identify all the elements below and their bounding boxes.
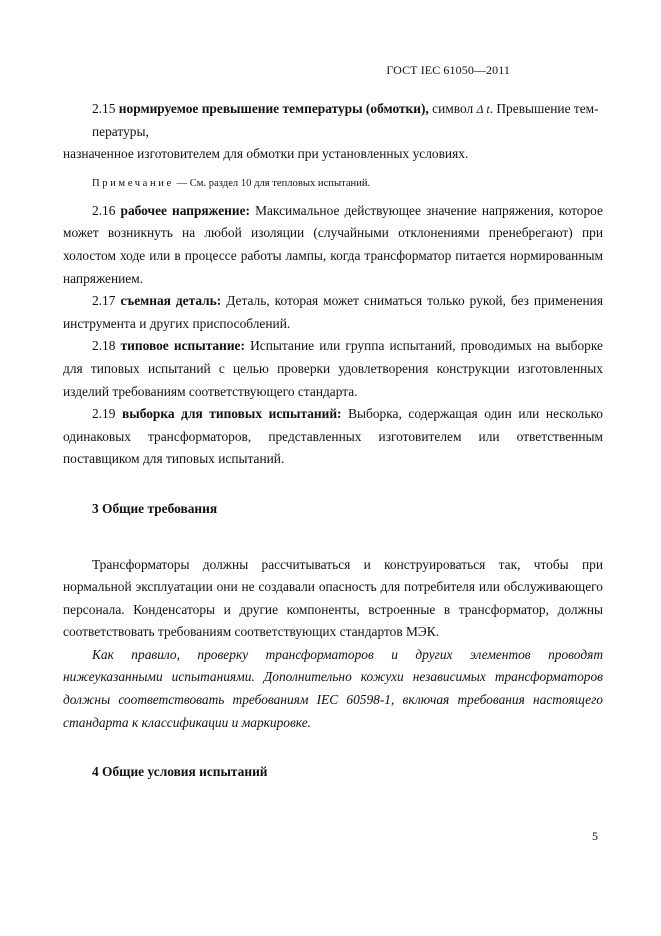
definition-2-19 bbox=[63, 403, 603, 471]
pre-symbol-text: символ bbox=[432, 101, 474, 116]
note-lead: Примечание bbox=[92, 177, 174, 189]
definition-text: Испытание или группа испытаний, проводимых на выборке для типовых испытаний с целью проверки удовлетворения конструкции изготовленных изделий требованиям соответствующего стандарта. bbox=[63, 338, 603, 399]
section-3-paragraph-1: Трансформаторы должны рассчитываться и конструироваться так, чтобы при нормальной эксплуатации они не создавали опасность для потребителя или обслуживающего персонала. Конденсаторы и другие компоненты, встроенные в трансформатор, должны соответствовать требованиям соответствующих стандартов МЭК. bbox=[63, 556, 603, 640]
term: выборка для типовых испытаний: bbox=[122, 406, 342, 422]
section-4-heading: 4 Общие условия испытаний bbox=[92, 764, 268, 780]
definition-2-18 bbox=[63, 335, 603, 403]
document-code-header: ГОСТ IEC 61050—2011 bbox=[386, 63, 510, 77]
definition-2-16 bbox=[63, 200, 603, 290]
clause-number: 2.15 bbox=[92, 101, 116, 116]
clause-number: 2.17 bbox=[92, 293, 116, 309]
definition-text: Максимальное действующее значение напряжения, которое может возникнуть на любой изоляции (случайными отклонениями пренебрегают) при холостом ходе или в процессе работы лампы, когда трансформатор питается нормированным напряжением. bbox=[63, 202, 603, 286]
term: съемная деталь: bbox=[120, 293, 222, 309]
clause-number: 2.19 bbox=[92, 406, 116, 422]
definition-text-line1: . Превышение тем- bbox=[489, 101, 599, 116]
document-body bbox=[63, 98, 603, 784]
clause-number: 2.18 bbox=[92, 338, 116, 354]
note bbox=[63, 176, 603, 192]
definition-text: Деталь, которая может сниматься только рукой, без применения инструмента и других приспособлений. bbox=[63, 293, 603, 331]
definition-text: Выборка, содержащая один или несколько одинаковых трансформаторов, представленных изготовителем или ответственным поставщиком для типовых испытаний. bbox=[63, 406, 603, 467]
section-3-paragraph-2: Как правило, проверку трансформаторов и других элементов проводят нижеуказанными испытаниями. Дополнительно кожухи независимых трансформаторов должны соответствовать требованиям IEC 60598-1, включая требования настоящего стандарта к классификации и маркировке. bbox=[63, 646, 603, 730]
section-3-heading: 3 Общие требования bbox=[92, 500, 218, 516]
clause-number: 2.16 bbox=[92, 202, 116, 218]
term: типовое испытание: bbox=[120, 338, 245, 354]
definition-text-line3: назначенное изготовителем для обмотки при установленных условиях. bbox=[63, 146, 469, 162]
definition-2-15-line3 bbox=[63, 143, 603, 166]
symbol: Δ t bbox=[476, 102, 490, 116]
definition-2-15-line2 bbox=[63, 121, 603, 144]
term: нормируемое превышение температуры (обмотки), bbox=[118, 101, 429, 116]
definition-2-15 bbox=[63, 98, 603, 121]
note-text: — См. раздел 10 для тепловых испытаний. bbox=[176, 177, 371, 189]
definition-text-line2: пературы, bbox=[92, 123, 149, 139]
page-number: 5 bbox=[592, 829, 598, 843]
term: рабочее напряжение: bbox=[120, 202, 250, 218]
definition-2-17 bbox=[63, 290, 603, 335]
